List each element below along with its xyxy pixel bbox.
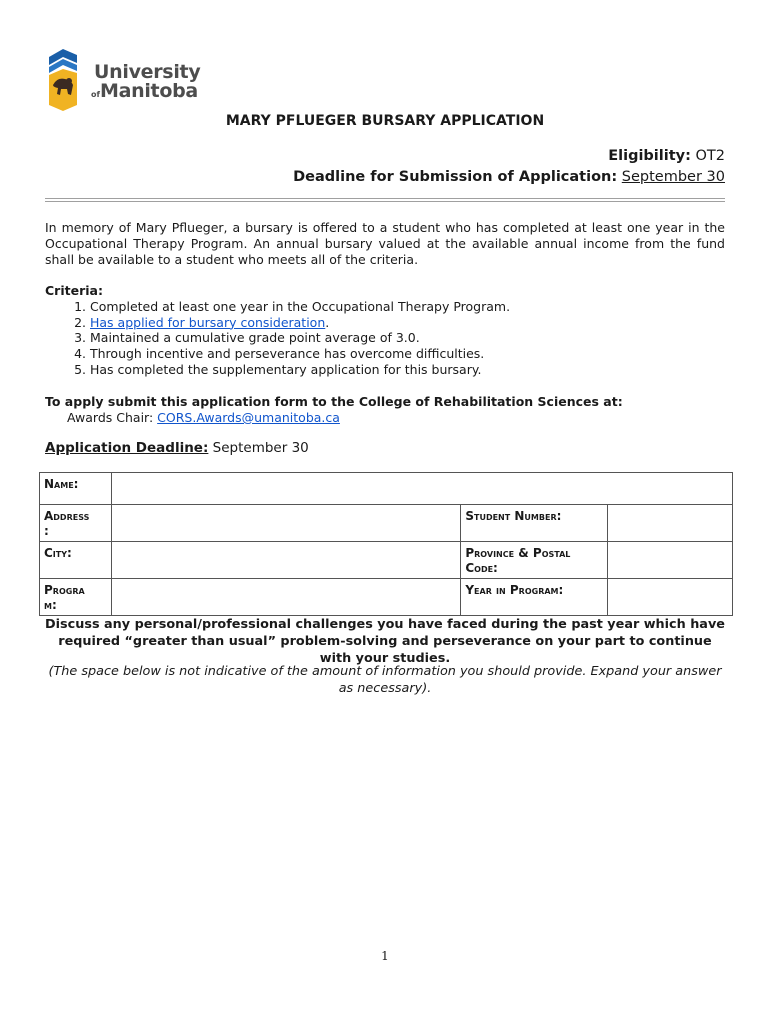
name-field[interactable] bbox=[111, 473, 732, 505]
province-postal-field[interactable] bbox=[608, 542, 733, 579]
student-number-field[interactable] bbox=[608, 505, 733, 542]
deadline-value: September 30 bbox=[621, 169, 725, 185]
year-in-program-field[interactable] bbox=[608, 579, 733, 616]
eligibility-block bbox=[293, 146, 725, 188]
program-label-b: m: bbox=[44, 598, 57, 612]
awards-email-link[interactable]: CORS.Awards@umanitoba.ca bbox=[157, 410, 340, 425]
criteria-item: 4. Through incentive and perseverance has overcome difficulties. bbox=[90, 346, 510, 362]
apply-section bbox=[45, 394, 623, 426]
discussion-prompt: Discuss any personal/professional challenges you have faced during the past year which have required “greater than usual” problem-solving and perseverance on your part to continue with your studies. bbox=[45, 617, 725, 666]
program-label-a: Progra bbox=[44, 583, 85, 597]
applicant-form-table bbox=[39, 472, 733, 616]
criteria-item bbox=[90, 315, 510, 331]
awards-chair-label: Awards Chair: bbox=[67, 410, 158, 425]
address-label-b: : bbox=[44, 524, 49, 538]
province-postal-label: Province & Postal Code: bbox=[461, 542, 608, 579]
bison-crest-icon bbox=[47, 47, 95, 113]
student-number-label: Student Number: bbox=[461, 505, 608, 542]
deadline-label: Deadline for Submission of Application: bbox=[293, 169, 618, 185]
page-number: 1 bbox=[381, 949, 389, 963]
intro-paragraph: In memory of Mary Pflueger, a bursary is offered to a student who has completed at least one year in the Occupational Therapy Program. An annual bursary valued at the available annual income from the fund shall be available to a student who meets all of the criteria. bbox=[45, 220, 725, 267]
program-label bbox=[40, 579, 112, 616]
criteria-item: 3. Maintained a cumulative grade point average of 3.0. bbox=[90, 330, 510, 346]
application-deadline bbox=[45, 440, 309, 456]
address-field[interactable] bbox=[111, 505, 460, 542]
eligibility-value: OT2 bbox=[695, 148, 725, 164]
criteria-item: 1. Completed at least one year in the Occupational Therapy Program. bbox=[90, 299, 510, 315]
application-deadline-value: September 30 bbox=[208, 440, 309, 456]
criteria-section bbox=[45, 283, 510, 378]
name-label: Name: bbox=[40, 473, 112, 505]
city-field[interactable] bbox=[111, 542, 460, 579]
city-label: City: bbox=[40, 542, 112, 579]
year-in-program-label: Year in Program: bbox=[461, 579, 608, 616]
criteria-item-suffix: . bbox=[325, 314, 330, 330]
criteria-heading: Criteria: bbox=[45, 283, 103, 298]
address-label bbox=[40, 505, 112, 542]
criteria-list bbox=[45, 299, 510, 378]
discussion-note: (The space below is not indicative of the amount of information you should provide. Expand your answer as necessary). bbox=[48, 664, 722, 696]
eligibility-label: Eligibility: bbox=[608, 148, 691, 164]
page-title: MARY PFLUEGER BURSARY APPLICATION bbox=[225, 113, 545, 129]
university-logo bbox=[47, 47, 201, 113]
bursary-consideration-link[interactable]: Has applied for bursary consideration bbox=[90, 314, 326, 330]
criteria-item: 5. Has completed the supplementary application for this bursary. bbox=[90, 362, 510, 378]
application-deadline-label: Application Deadline: bbox=[45, 440, 209, 456]
program-field[interactable] bbox=[111, 579, 460, 616]
logo-wordmark-manitoba: ofManitoba bbox=[91, 80, 198, 102]
apply-heading: To apply submit this application form to the College of Rehabilitation Sciences at: bbox=[45, 394, 623, 409]
address-label-a: Address bbox=[44, 509, 90, 523]
logo-wordmark-university: University bbox=[94, 61, 201, 83]
double-divider bbox=[45, 198, 725, 202]
